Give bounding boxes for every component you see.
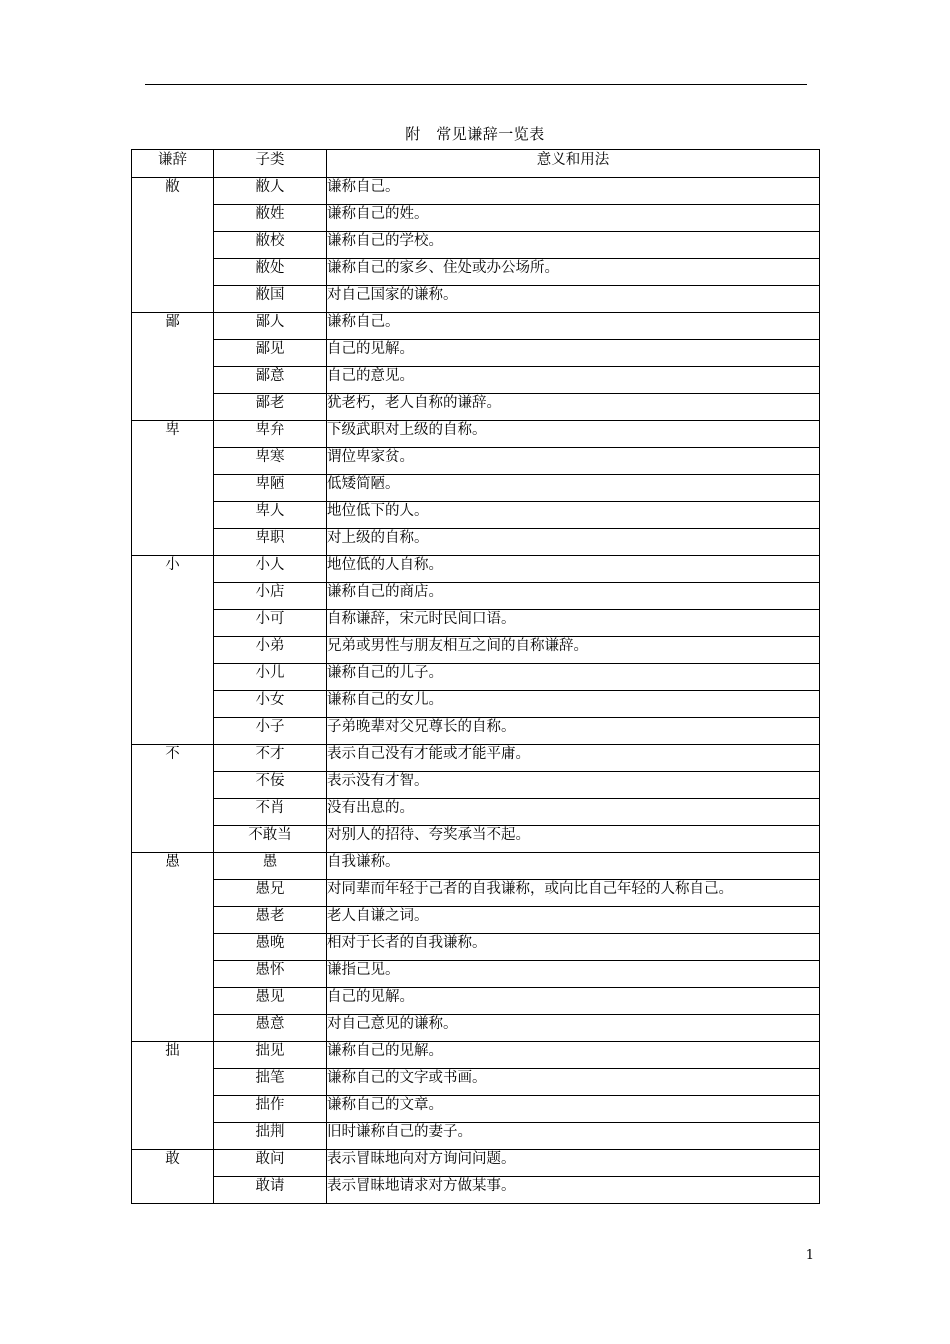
table-row	[132, 394, 820, 421]
subtype-cell: 不才	[214, 745, 327, 772]
subtype-cell: 愚意	[214, 1015, 327, 1042]
column-header-meaning: 意义和用法	[327, 150, 820, 178]
header-rule	[145, 84, 807, 85]
column-header-subtype: 子类	[214, 150, 327, 178]
term-cell: 卑	[132, 421, 214, 556]
meaning-cell: 谦称自己的商店。	[327, 583, 820, 610]
meaning-cell: 表示冒昧地请求对方做某事。	[327, 1177, 820, 1204]
meaning-cell: 对同辈而年轻于己者的自我谦称，或向比自己年轻的人称自己。	[327, 880, 820, 907]
subtype-cell: 敝校	[214, 232, 327, 259]
meaning-cell: 没有出息的。	[327, 799, 820, 826]
subtype-cell: 敝处	[214, 259, 327, 286]
term-cell: 愚	[132, 853, 214, 1042]
meaning-cell: 谦指己见。	[327, 961, 820, 988]
subtype-cell: 鄙人	[214, 313, 327, 340]
table-row	[132, 529, 820, 556]
meaning-cell: 谓位卑家贫。	[327, 448, 820, 475]
table-row	[132, 502, 820, 529]
subtype-cell: 拙作	[214, 1096, 327, 1123]
subtype-cell: 卑陋	[214, 475, 327, 502]
subtype-cell: 小店	[214, 583, 327, 610]
table-row	[132, 367, 820, 394]
table-row	[132, 178, 820, 205]
term-cell: 小	[132, 556, 214, 745]
term-cell: 鄙	[132, 313, 214, 421]
table-row	[132, 1150, 820, 1177]
subtype-cell: 不肖	[214, 799, 327, 826]
meaning-cell: 自己的意见。	[327, 367, 820, 394]
table-row	[132, 691, 820, 718]
subtype-cell: 鄙见	[214, 340, 327, 367]
subtype-cell: 小子	[214, 718, 327, 745]
table-row	[132, 610, 820, 637]
meaning-cell: 自己的见解。	[327, 988, 820, 1015]
table-row	[132, 448, 820, 475]
meaning-cell: 表示自己没有才能或才能平庸。	[327, 745, 820, 772]
subtype-cell: 拙笔	[214, 1069, 327, 1096]
subtype-cell: 愚兄	[214, 880, 327, 907]
subtype-cell: 小人	[214, 556, 327, 583]
meaning-cell: 谦称自己的家乡、住处或办公场所。	[327, 259, 820, 286]
subtype-cell: 卑职	[214, 529, 327, 556]
table-row	[132, 853, 820, 880]
term-cell: 不	[132, 745, 214, 853]
meaning-cell: 对自己国家的谦称。	[327, 286, 820, 313]
table-row	[132, 313, 820, 340]
meaning-cell: 低矮简陋。	[327, 475, 820, 502]
meaning-cell: 谦称自己。	[327, 178, 820, 205]
table-row	[132, 934, 820, 961]
term-cell: 敝	[132, 178, 214, 313]
table-row	[132, 1042, 820, 1069]
table-row	[132, 556, 820, 583]
meaning-cell: 对别人的招待、夸奖承当不起。	[327, 826, 820, 853]
column-header-term: 谦辞	[132, 150, 214, 178]
meaning-cell: 表示冒昧地向对方询问问题。	[327, 1150, 820, 1177]
table-row	[132, 1096, 820, 1123]
table-row	[132, 664, 820, 691]
subtype-cell: 不佞	[214, 772, 327, 799]
subtype-cell: 鄙意	[214, 367, 327, 394]
subtype-cell: 敢请	[214, 1177, 327, 1204]
table-row	[132, 1123, 820, 1150]
table-row	[132, 907, 820, 934]
meaning-cell: 自我谦称。	[327, 853, 820, 880]
table-row	[132, 205, 820, 232]
subtype-cell: 愚晚	[214, 934, 327, 961]
subtype-cell: 卑人	[214, 502, 327, 529]
subtype-cell: 愚见	[214, 988, 327, 1015]
table-row	[132, 1177, 820, 1204]
meaning-cell: 相对于长者的自我谦称。	[327, 934, 820, 961]
humble-terms-table	[131, 149, 820, 1204]
meaning-cell: 下级武职对上级的自称。	[327, 421, 820, 448]
table-row	[132, 772, 820, 799]
page-number: 1	[805, 1248, 814, 1263]
subtype-cell: 愚老	[214, 907, 327, 934]
table-row	[132, 1015, 820, 1042]
table-row	[132, 718, 820, 745]
subtype-cell: 拙荆	[214, 1123, 327, 1150]
meaning-cell: 表示没有才智。	[327, 772, 820, 799]
meaning-cell: 旧时谦称自己的妻子。	[327, 1123, 820, 1150]
subtype-cell: 敢问	[214, 1150, 327, 1177]
table-row	[132, 637, 820, 664]
page-title: 附 常见谦辞一览表	[405, 125, 545, 143]
subtype-cell: 拙见	[214, 1042, 327, 1069]
subtype-cell: 小女	[214, 691, 327, 718]
table-row	[132, 826, 820, 853]
subtype-cell: 鄙老	[214, 394, 327, 421]
subtype-cell: 卑弁	[214, 421, 327, 448]
subtype-cell: 小可	[214, 610, 327, 637]
table-row	[132, 961, 820, 988]
meaning-cell: 对自己意见的谦称。	[327, 1015, 820, 1042]
subtype-cell: 愚怀	[214, 961, 327, 988]
term-cell: 拙	[132, 1042, 214, 1150]
meaning-cell: 子弟晚辈对父兄尊长的自称。	[327, 718, 820, 745]
table-row	[132, 421, 820, 448]
subtype-cell: 敝人	[214, 178, 327, 205]
subtype-cell: 小儿	[214, 664, 327, 691]
term-cell: 敢	[132, 1150, 214, 1204]
meaning-cell: 谦称自己。	[327, 313, 820, 340]
subtype-cell: 愚	[214, 853, 327, 880]
table-row	[132, 259, 820, 286]
meaning-cell: 犹老朽，老人自称的谦辞。	[327, 394, 820, 421]
table-row	[132, 1069, 820, 1096]
meaning-cell: 自称谦辞，宋元时民间口语。	[327, 610, 820, 637]
subtype-cell: 不敢当	[214, 826, 327, 853]
meaning-cell: 谦称自己的学校。	[327, 232, 820, 259]
table-row	[132, 745, 820, 772]
subtype-cell: 敝国	[214, 286, 327, 313]
meaning-cell: 谦称自己的姓。	[327, 205, 820, 232]
meaning-cell: 谦称自己的文字或书画。	[327, 1069, 820, 1096]
table-row	[132, 583, 820, 610]
meaning-cell: 谦称自己的见解。	[327, 1042, 820, 1069]
table-row	[132, 340, 820, 367]
table-body	[132, 178, 820, 1204]
subtype-cell: 卑寒	[214, 448, 327, 475]
meaning-cell: 谦称自己的女儿。	[327, 691, 820, 718]
meaning-cell: 地位低的人自称。	[327, 556, 820, 583]
table-row	[132, 286, 820, 313]
table-header-row	[132, 150, 820, 178]
meaning-cell: 自己的见解。	[327, 340, 820, 367]
meaning-cell: 谦称自己的儿子。	[327, 664, 820, 691]
meaning-cell: 老人自谦之词。	[327, 907, 820, 934]
meaning-cell: 地位低下的人。	[327, 502, 820, 529]
table-row	[132, 988, 820, 1015]
table-row	[132, 475, 820, 502]
meaning-cell: 对上级的自称。	[327, 529, 820, 556]
meaning-cell: 兄弟或男性与朋友相互之间的自称谦辞。	[327, 637, 820, 664]
table-row	[132, 232, 820, 259]
table-row	[132, 799, 820, 826]
subtype-cell: 敝姓	[214, 205, 327, 232]
meaning-cell: 谦称自己的文章。	[327, 1096, 820, 1123]
table-row	[132, 880, 820, 907]
subtype-cell: 小弟	[214, 637, 327, 664]
